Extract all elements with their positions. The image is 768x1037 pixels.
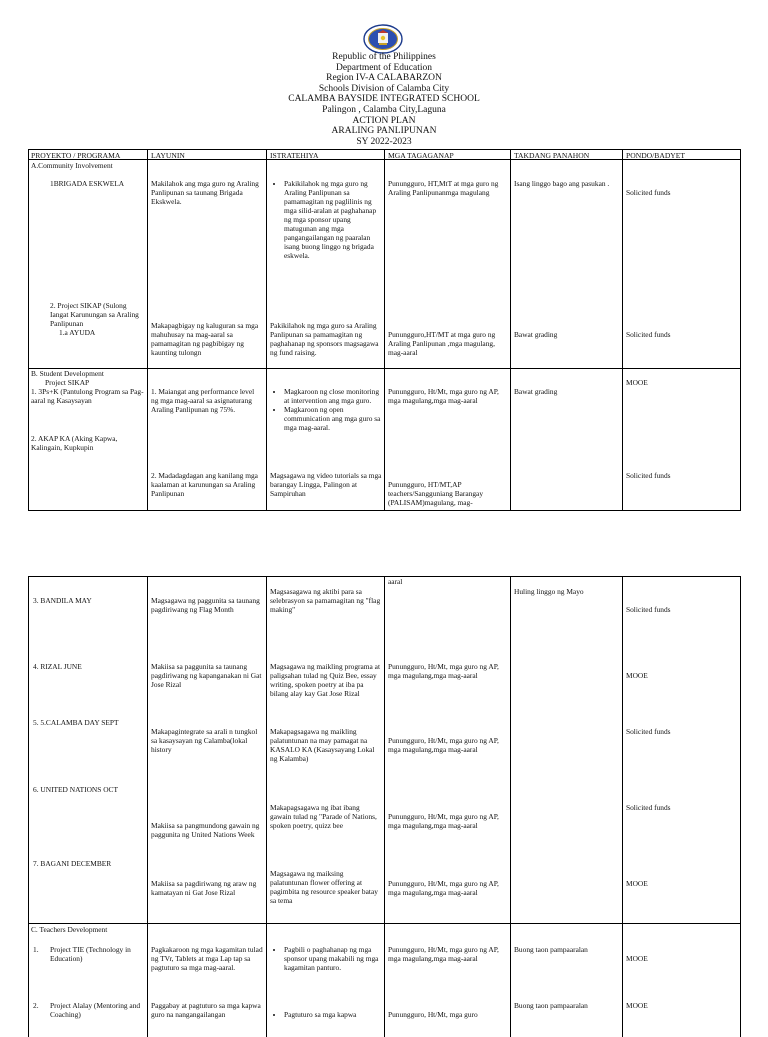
brigada-panahon: Isang linggo bago ang pasukan . bbox=[514, 179, 610, 188]
brigada-proyekto: 1BRIGADA ESKWELA bbox=[50, 179, 125, 188]
sikap-panahon: Bawat grading bbox=[514, 330, 558, 339]
section-sub-project-sikap: Project SIKAP bbox=[45, 378, 90, 387]
3ps-panahon: Bawat grading bbox=[514, 387, 558, 396]
un-layunin: Makiisa sa pangmundong gawain ng paggunita ng United Nations Week bbox=[151, 821, 260, 839]
bandila-layunin: Magsagawa ng paggunita sa taunang pagdiriwang ng Flag Month bbox=[151, 596, 260, 614]
section-label-teachers: C. Teachers Development bbox=[31, 925, 108, 934]
akap-tagaganap: Punungguro, HT/MT,AP teachers/Sangguniang Barangay (PALISAM)magulang, mag- bbox=[388, 480, 484, 507]
tie-panahon: Buong taon pampaaralan bbox=[514, 945, 588, 954]
alalay-istratehiya-item: • Pagtuturo sa mga kapwa bbox=[284, 1010, 382, 1019]
rizal-pondo: MOOE bbox=[626, 671, 648, 680]
column-header-takdang-panahon: TAKDANG PANAHON bbox=[514, 151, 590, 160]
brigada-istratehiya-item: • Pakikilahok ng mga guro ng Araling Panlipunan sa pamamagitan ng paglilinis ng mga silid-aralan at paghahanap ng mga sponsor upang matugunan ang mga pangangailangan ng paaralan isang buong linggo ng brigada eskwela. bbox=[284, 179, 382, 260]
column-header-proyekto: PROYEKTO / PROGRAMA bbox=[31, 151, 121, 160]
3ps-tagaganap: Punungguro, Ht/Mt, mga guro ng AP, mga magulang,mga mag-aaral bbox=[388, 387, 499, 405]
akap-pondo: Solicited funds bbox=[626, 471, 671, 480]
calamba-istratehiya: Makapagsagawa ng maikling palatuntunan na may pamagat na KASALO KA (Kasaysayang Lokal ng Kalamba) bbox=[270, 727, 375, 763]
brigada-istratehiya bbox=[270, 179, 382, 260]
3ps-istratehiya-item-2: • Magkaroon ng open communication ang mga guro sa mga mag-aaral. bbox=[284, 405, 382, 432]
akap-proyekto: 2. AKAP KA (Aking Kapwa, Kalingain, Kupkupin bbox=[31, 434, 118, 452]
sikap-layunin: Makapagbigay ng kaluguran sa mga mahuhusay na mag-aaral sa pamamagitan ng pagbibigay ng kaunting tulongn bbox=[151, 321, 259, 357]
tie-istratehiya-item: • Pagbili o paghahanap ng mga sponsor upang makabili ng mga kagamitan panturo. bbox=[284, 945, 382, 972]
rizal-layunin: Makiisa sa paggunita sa taunang pagdiriwang ng kapanganakan ni Gat Jose Rizal bbox=[151, 662, 262, 689]
ayuda-proyekto: 1.a AYUDA bbox=[59, 328, 96, 337]
action-plan-table-page1 bbox=[28, 149, 741, 511]
header-line-school-year: SY 2022-2023 bbox=[356, 136, 412, 147]
3ps-layunin: 1. Maiangat ang performance level ng mga mag-aaral sa asignaturang Araling Panlipunan ng 75%. bbox=[151, 387, 255, 414]
column-header-istratehiya: ISTRATEHIYA bbox=[270, 151, 319, 160]
header-line-division: Schools Division of Calamba City bbox=[318, 83, 450, 94]
alalay-number: 2. bbox=[33, 1001, 39, 1010]
calamba-layunin: Makapagintegrate sa arali n tungkol sa kasaysayan ng Calamba(lokal history bbox=[151, 727, 258, 754]
bagani-tagaganap: Punungguro, Ht/Mt, mga guro ng AP, mga magulang,mga mag-aaral bbox=[388, 879, 499, 897]
section-label-community: A.Community Involvement bbox=[31, 161, 113, 170]
rizal-proyekto: 4. RIZAL JUNE bbox=[33, 662, 82, 671]
akap-istratehiya: Magsagawa ng video tutorials sa mga barangay Lingga, Palingon at Sampiruhan bbox=[270, 471, 382, 498]
column-header-layunin: LAYUNIN bbox=[151, 151, 185, 160]
rizal-tagaganap: Punungguro, Ht/Mt, mga guro ng AP, mga magulang,mga mag-aaral bbox=[388, 662, 499, 680]
bagani-layunin: Makiisa sa pagdiriwang ng araw ng kamatayan ni Gat Jose Rizal bbox=[151, 879, 257, 897]
bandila-panahon: Huling linggo ng Mayo bbox=[514, 587, 584, 596]
header-line-subject: ARALING PANLIPUNAN bbox=[331, 126, 437, 137]
continued-tagaganap: aaral bbox=[388, 577, 403, 586]
akap-layunin: 2. Madadagdagan ang kanilang mga kaalaman at karunungan sa Araling Panlipunan bbox=[151, 471, 258, 498]
tie-proyekto: Project TIE (Technology in Education) bbox=[50, 945, 131, 963]
calamba-tagaganap: Punungguro, Ht/Mt, mga guro ng AP, mga magulang,mga mag-aaral bbox=[388, 736, 499, 754]
rizal-istratehiya: Magsagawa ng maikling programa at paligsahan tulad ng Quiz Bee, essay writing, spoken poetry at iba pa bilang alay kay Gat Jose Rizal bbox=[270, 662, 381, 698]
sikap-proyekto: 2. Project SIKAP (Sulong Iangat Karunungan sa Araling Panlipunan bbox=[50, 301, 139, 328]
tie-istratehiya bbox=[270, 945, 382, 972]
calamba-proyekto: 5. 5.CALAMBA DAY SEPT bbox=[33, 718, 119, 727]
un-istratehiya: Makapagsagawa ng ibat ibang gawain tulad ng "Parade of Nations, spoken poetry, quizz bee bbox=[270, 803, 377, 830]
header-line-region: Region IV-A CALABARZON bbox=[326, 73, 442, 84]
column-header-pondo: PONDO/BADYET bbox=[626, 151, 686, 160]
header-line-republic: Republic of the Philippines bbox=[332, 52, 436, 62]
alalay-tagaganap: Punungguro, Ht/Mt, mga guro bbox=[388, 1010, 478, 1019]
bandila-istratehiya: Magsasagawa ng aktibi para sa selebrasyon sa pamamagitan ng "flag making" bbox=[270, 587, 381, 614]
3ps-proyekto: 1. 3Ps+K (Pantulong Program sa Pag-aaral ng Kasaysayan bbox=[31, 387, 144, 405]
header-line-address: Palingon , Calamba City,Laguna bbox=[322, 104, 446, 115]
3ps-pondo: MOOE bbox=[626, 378, 648, 387]
brigada-pondo: Solicited funds bbox=[626, 188, 671, 197]
un-pondo: Solicited funds bbox=[626, 803, 671, 812]
brigada-layunin: Makilahok ang mga guro ng Araling Panlipunan sa taunang Brigada Ekskwela. bbox=[151, 179, 259, 206]
3ps-istratehiya bbox=[270, 387, 382, 432]
deped-seal-logo bbox=[363, 24, 403, 54]
sikap-tagaganap: Punungguro,HT/MT at mga guro ng Araling Panlipunan ,mga magulang, mag-aaral bbox=[388, 330, 496, 357]
alalay-pondo: MOOE bbox=[626, 1001, 648, 1010]
header-line-action-plan: ACTION PLAN bbox=[352, 115, 416, 126]
bagani-pondo: MOOE bbox=[626, 879, 648, 888]
document-header bbox=[0, 52, 768, 147]
alalay-panahon: Buong taon pampaaralan bbox=[514, 1001, 588, 1010]
tie-number: 1. bbox=[33, 945, 39, 954]
bagani-istratehiya: Magsagawa ng maiksing palatuntunan flower offering at pagimbita ng resource speaker batay sa tema bbox=[270, 869, 378, 905]
column-header-tagaganap: MGA TAGAGANAP bbox=[388, 151, 454, 160]
bagani-proyekto: 7. BAGANI DECEMBER bbox=[33, 859, 112, 868]
un-tagaganap: Punungguro, Ht/Mt, mga guro ng AP, mga magulang,mga mag-aaral bbox=[388, 812, 499, 830]
calamba-pondo: Solicited funds bbox=[626, 727, 671, 736]
alalay-istratehiya bbox=[270, 1010, 382, 1019]
sikap-pondo: Solicited funds bbox=[626, 330, 671, 339]
header-line-school: CALAMBA BAYSIDE INTEGRATED SCHOOL bbox=[288, 94, 480, 105]
tie-layunin: Pagkakaroon ng mga kagamitan tulad ng TVr, Tablets at mga Lap tap sa pagtuturo sa mga mag-aaral. bbox=[151, 945, 263, 972]
bandila-proyekto: 3. BANDILA MAY bbox=[33, 596, 92, 605]
brigada-tagaganap: Punungguro, HT,MtT at mga guro ng Araling Panlipunanmga magulang bbox=[388, 179, 499, 197]
un-proyekto: 6. UNITED NATIONS OCT bbox=[33, 785, 118, 794]
alalay-layunin: Paggabay at pagtuturo sa mga kapwa guro na nangangailangan bbox=[151, 1001, 261, 1019]
bandila-pondo: Solicited funds bbox=[626, 605, 671, 614]
section-label-student: B. Student Development bbox=[31, 369, 104, 378]
tie-pondo: MOOE bbox=[626, 954, 648, 963]
header-line-department: Department of Education bbox=[335, 62, 433, 73]
3ps-istratehiya-item-1: • Magkaroon ng close monitoring at intervention ang mga guro. bbox=[284, 387, 382, 405]
tie-tagaganap: Punungguro, Ht/Mt, mga guro ng AP, mga magulang,mga mag-aaral bbox=[388, 945, 499, 963]
action-plan-table-page2 bbox=[28, 576, 741, 1037]
sikap-istratehiya: Pakikilahok ng mga guro sa Araling Panlipunan sa pamamagitan ng paghahanap ng sponsors magsagawa ng fund raising. bbox=[270, 321, 379, 357]
alalay-proyekto: Project Alalay (Mentoring and Coaching) bbox=[50, 1001, 141, 1019]
